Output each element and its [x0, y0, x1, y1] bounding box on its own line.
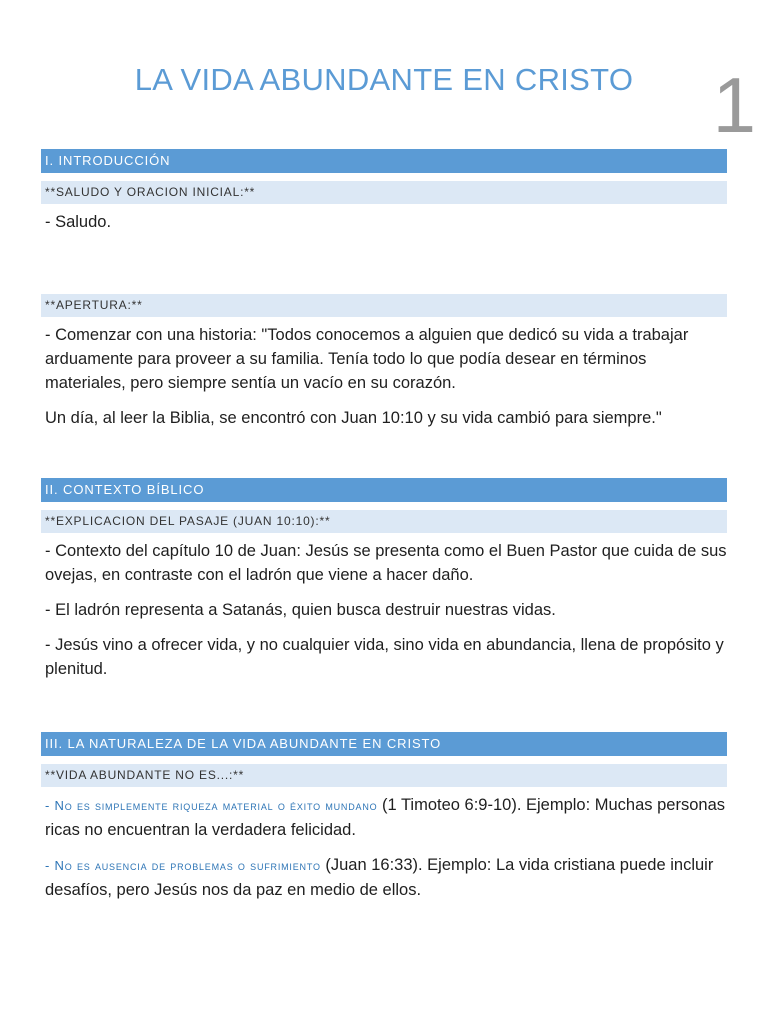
spacer	[41, 441, 727, 478]
section-header-contexto: II. CONTEXTO BÍBLICO	[41, 478, 727, 502]
document-body	[41, 149, 727, 913]
page-number: 1	[712, 61, 756, 149]
paragraph-text: (Juan 16:33). Ejemplo: La vida cristiana puede incluir desafíos, pero Jesús nos da paz en medio de ellos.	[45, 856, 714, 899]
section-header-introduccion: I. INTRODUCCIÓN	[41, 149, 727, 173]
section-header-naturaleza: III. LA NATURALEZA DE LA VIDA ABUNDANTE EN CRISTO	[41, 732, 727, 756]
small-caps-phrase: - No es ausencia de problemas o sufrimiento	[45, 858, 321, 873]
paragraph-contexto-2: - El ladrón representa a Satanás, quien busca destruir nuestras vidas.	[45, 601, 556, 619]
sub-header-apertura: **APERTURA:**	[41, 294, 727, 317]
sub-header-explicacion: **EXPLICACION DEL PASAJE (JUAN 10:10):**	[41, 510, 727, 533]
paragraph-contexto-1: - Contexto del capítulo 10 de Juan: Jesús se presenta como el Buen Pastor que cuida de sus ovejas, en contraste con el ladrón que viene a hacer daño.	[45, 542, 727, 584]
spacer	[41, 692, 727, 732]
paragraph-text: (1 Timoteo 6:9-10). Ejemplo: Muchas personas ricas no encuentran la verdadera felicidad.	[45, 796, 726, 839]
sub-header-saludo: **SALUDO Y ORACION INICIAL:**	[41, 181, 727, 204]
spacer	[41, 245, 727, 294]
paragraph-no-es-ausencia	[45, 853, 727, 902]
paragraph-apertura-1: - Comenzar con una historia: "Todos conocemos a alguien que dedicó su vida a trabajar arduamente para proveer a su familia. Tenía todo lo que podía desear en términos materiales, pero siempre sentía un vacío en su corazón.	[45, 326, 689, 392]
sub-header-vida-abundante-no-es: **VIDA ABUNDANTE NO ES...:**	[41, 764, 727, 787]
paragraph-apertura-2: Un día, al leer la Biblia, se encontró con Juan 10:10 y su vida cambió para siempre."	[45, 409, 662, 427]
small-caps-phrase: - No es simplemente riqueza material o éxito mundano	[45, 798, 378, 813]
paragraph-no-es-riqueza	[45, 793, 727, 842]
paragraph-contexto-3: - Jesús vino a ofrecer vida, y no cualquier vida, sino vida en abundancia, llena de propósito y plenitud.	[45, 636, 724, 678]
page-title: LA VIDA ABUNDANTE EN CRISTO	[134, 62, 634, 97]
paragraph-saludo: - Saludo.	[45, 213, 112, 231]
